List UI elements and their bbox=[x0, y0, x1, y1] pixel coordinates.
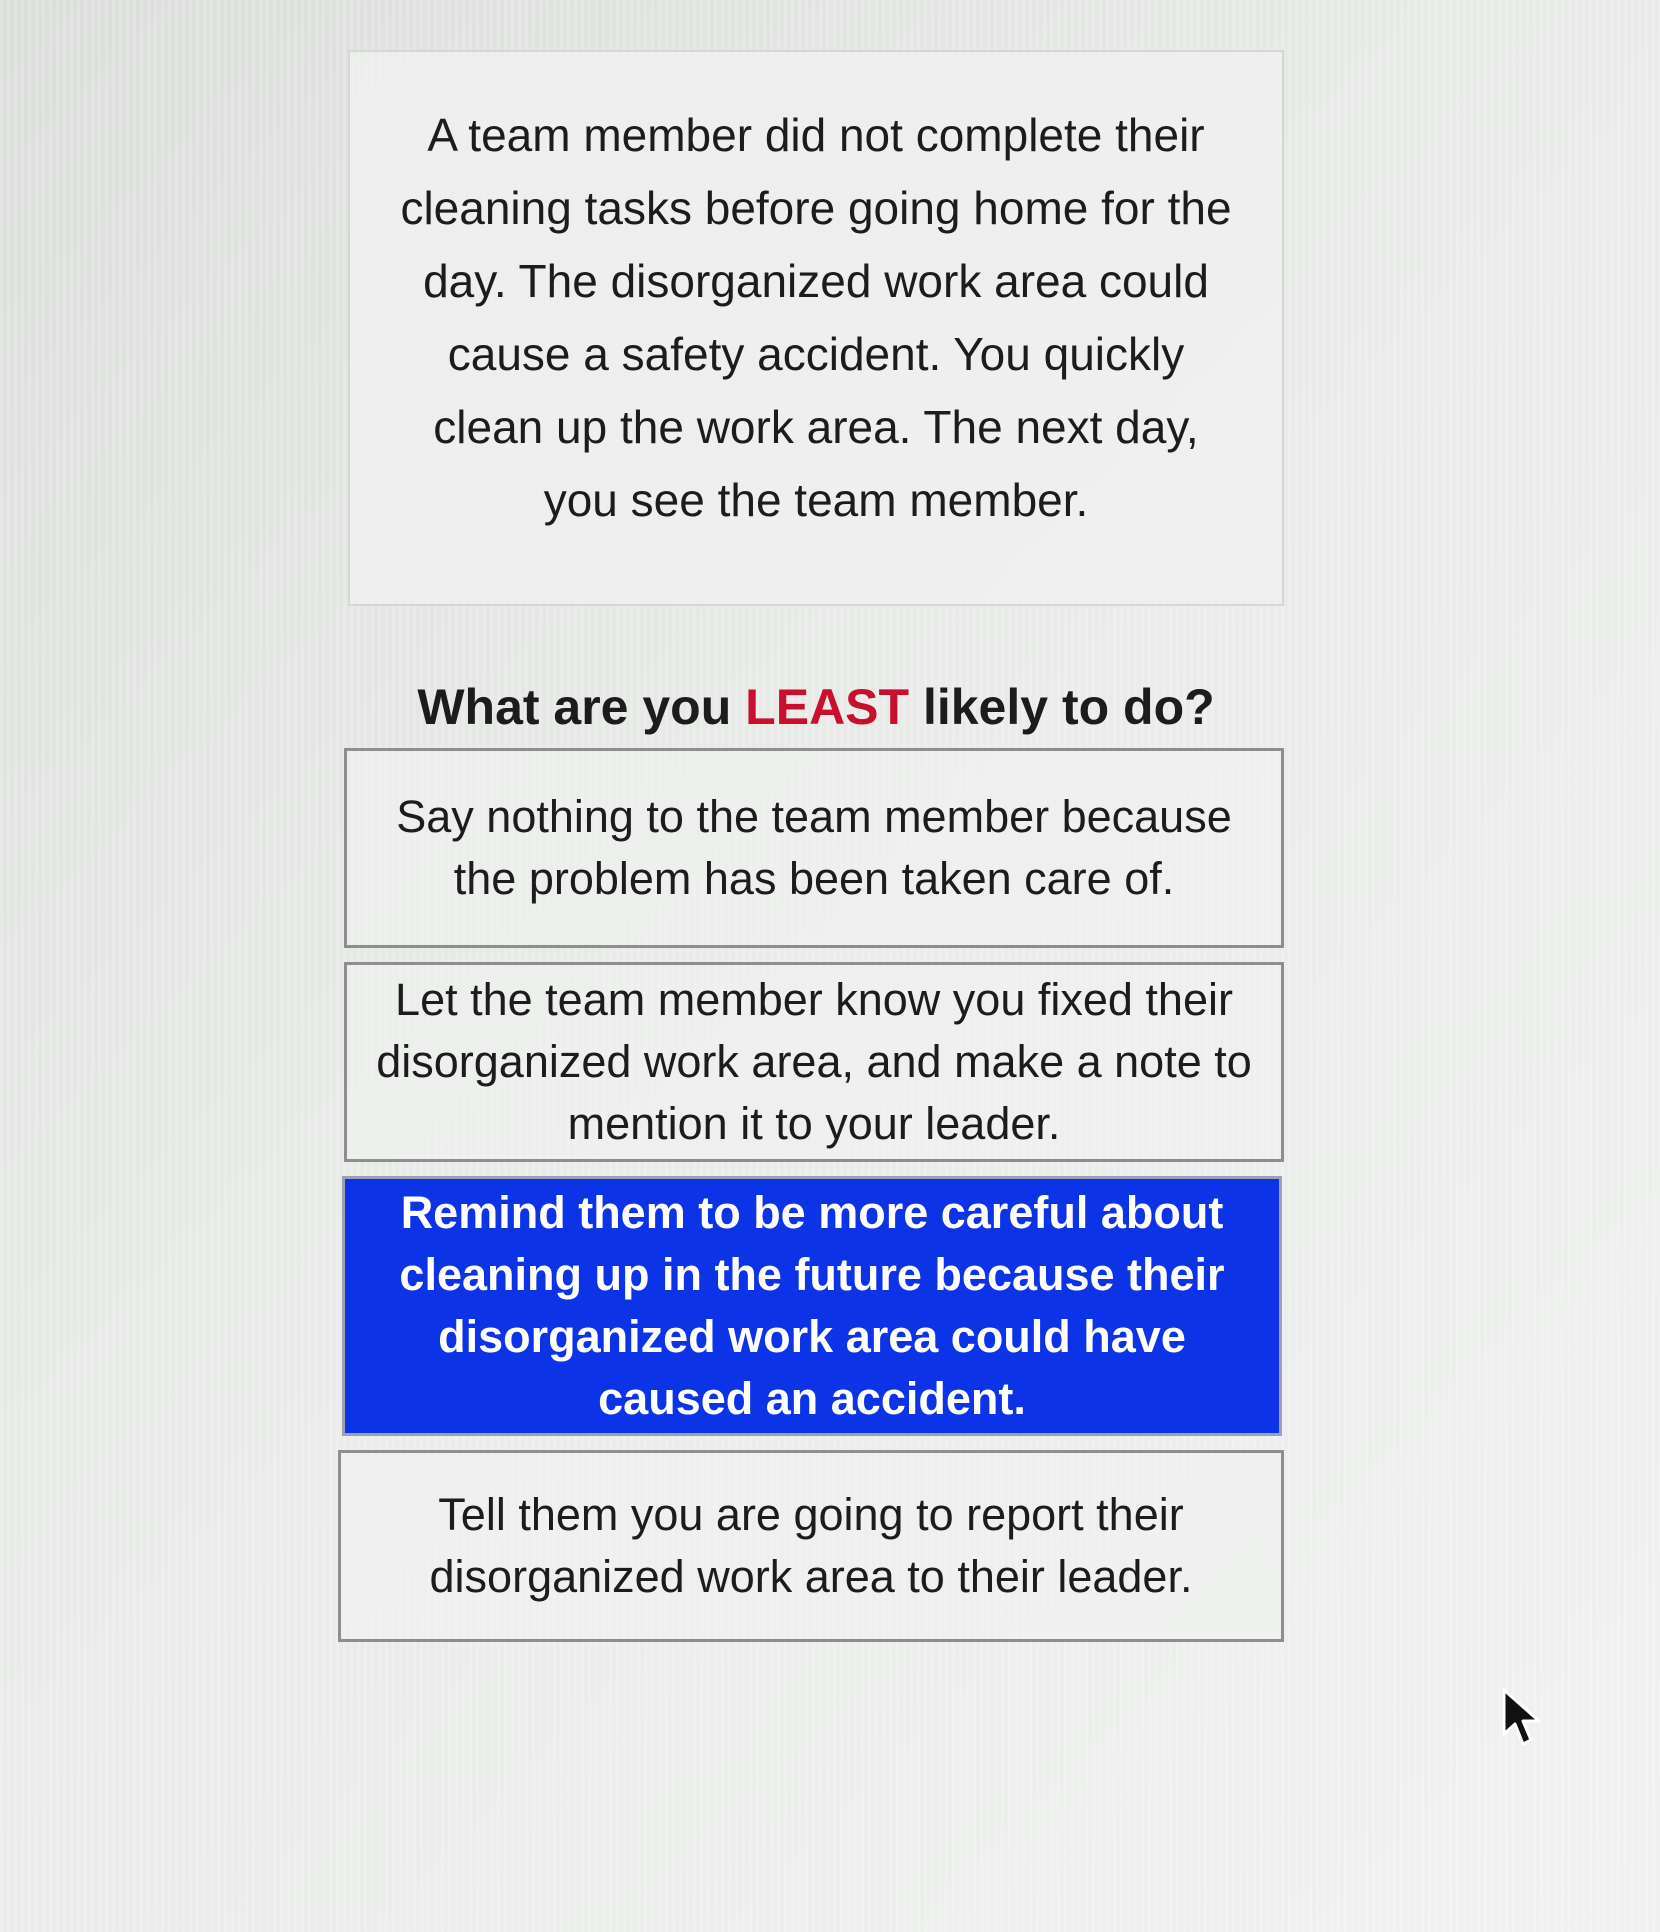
question-suffix: likely to do? bbox=[909, 679, 1215, 735]
answer-option-label: Tell them you are going to report their disorganized work area to their leader. bbox=[429, 1489, 1193, 1602]
answer-option-label: Say nothing to the team member because the problem has been taken care of. bbox=[396, 791, 1232, 904]
answer-option-4[interactable] bbox=[338, 1450, 1284, 1642]
answer-option-label: Remind them to be more careful about cleaning up in the future because their disorganized work area could have caused an accident. bbox=[399, 1187, 1225, 1424]
question-emphasis: LEAST bbox=[745, 679, 910, 735]
answer-option-label: Let the team member know you fixed their disorganized work area, and make a note to mention it to your leader. bbox=[376, 974, 1252, 1149]
answer-option-1[interactable] bbox=[344, 748, 1284, 948]
answer-option-3-selected[interactable] bbox=[342, 1176, 1282, 1436]
question-heading bbox=[348, 672, 1284, 742]
scenario-card bbox=[348, 50, 1284, 606]
scenario-text: A team member did not complete their cleaning tasks before going home for the day. The disorganized work area could cause a safety accident. You quickly clean up the work area. The next day, you see the team member. bbox=[400, 109, 1232, 526]
answer-option-2[interactable] bbox=[344, 962, 1284, 1162]
question-prefix: What are you bbox=[417, 679, 746, 735]
mouse-pointer-icon bbox=[1500, 1688, 1546, 1748]
